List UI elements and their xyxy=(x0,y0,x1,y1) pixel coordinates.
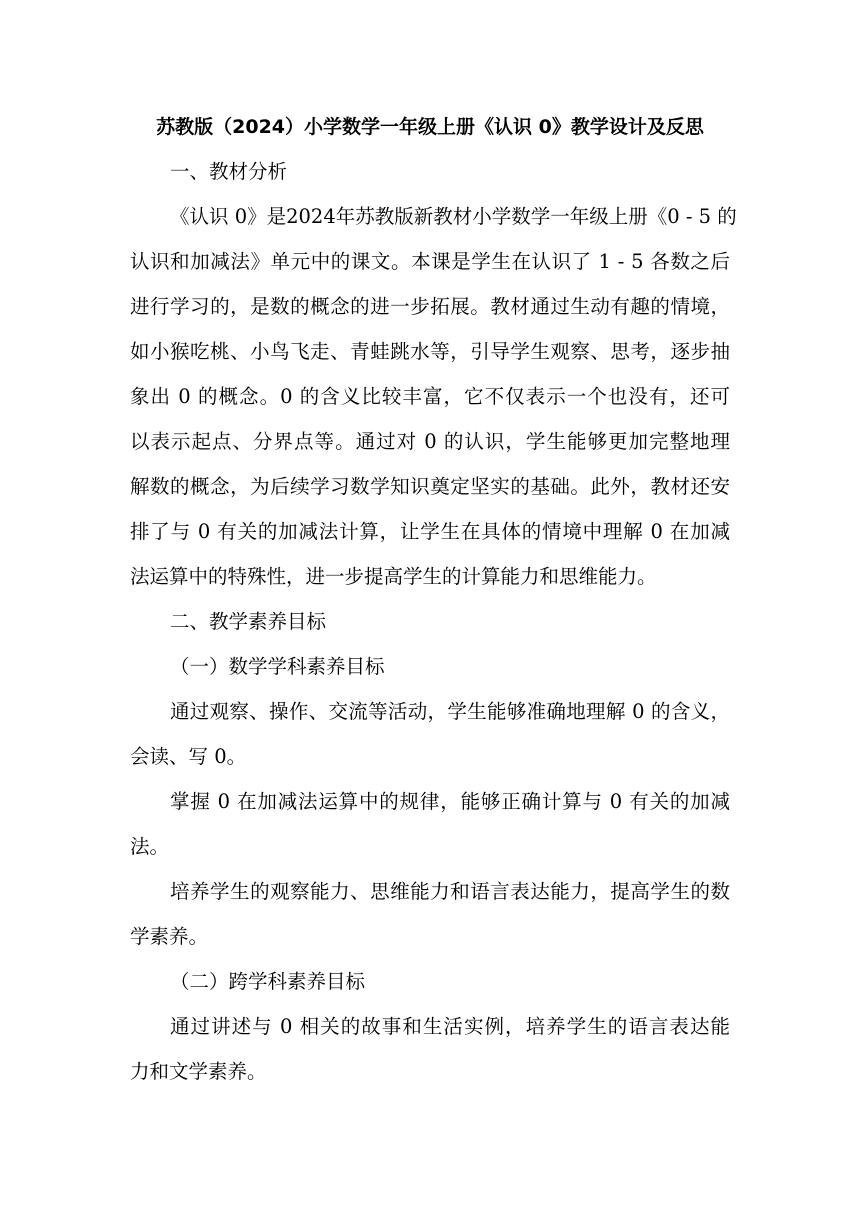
paragraph-line: 《认识 0》是2024年苏教版新教材小学数学一年级上册《0 - 5 的 xyxy=(170,205,737,228)
paragraph-line: 法。 xyxy=(130,835,170,858)
paragraph-line: 排了与 0 有关的加减法计算，让学生在具体的情境中理解 0 在加减 xyxy=(130,520,730,543)
paragraph-line: 解数的概念，为后续学习数学知识奠定坚实的基础。此外，教材还安 xyxy=(130,475,730,498)
paragraph-line: 如小猴吃桃、小鸟飞走、青蛙跳水等，引导学生观察、思考，逐步抽 xyxy=(130,340,730,363)
paragraph-line: 进行学习的，是数的概念的进一步拓展。教材通过生动有趣的情境， xyxy=(130,295,730,318)
paragraph-line: 力和文学素养。 xyxy=(130,1060,267,1083)
paragraph-line: 培养学生的观察能力、思维能力和语言表达能力，提高学生的数 xyxy=(170,880,730,903)
subsection-heading-math-literacy: （一）数学学科素养目标 xyxy=(170,655,385,678)
paragraph-line: 会读、写 0。 xyxy=(130,745,247,768)
subsection-heading-cross-discipline: （二）跨学科素养目标 xyxy=(170,970,366,993)
section-heading-textbook-analysis: 一、教材分析 xyxy=(170,160,288,183)
paragraph-line: 掌握 0 在加减法运算中的规律，能够正确计算与 0 有关的加减 xyxy=(170,790,730,813)
paragraph-line: 法运算中的特殊性，进一步提高学生的计算能力和思维能力。 xyxy=(130,565,657,588)
paragraph-line: 以表示起点、分界点等。通过对 0 的认识，学生能够更加完整地理 xyxy=(130,430,730,453)
paragraph-line: 通过观察、操作、交流等活动，学生能够准确地理解 0 的含义， xyxy=(170,700,730,723)
document-title: 苏教版（2024）小学数学一年级上册《认识 0》教学设计及反思 xyxy=(156,116,704,138)
paragraph-line: 通过讲述与 0 相关的故事和生活实例，培养学生的语言表达能 xyxy=(170,1015,730,1038)
section-heading-literacy-goals: 二、教学素养目标 xyxy=(170,610,327,633)
paragraph-line: 象出 0 的概念。0 的含义比较丰富，它不仅表示一个也没有，还可 xyxy=(130,385,730,408)
paragraph-line: 学素养。 xyxy=(130,925,209,948)
paragraph-line: 认识和加减法》单元中的课文。本课是学生在认识了 1 - 5 各数之后 xyxy=(130,250,730,273)
